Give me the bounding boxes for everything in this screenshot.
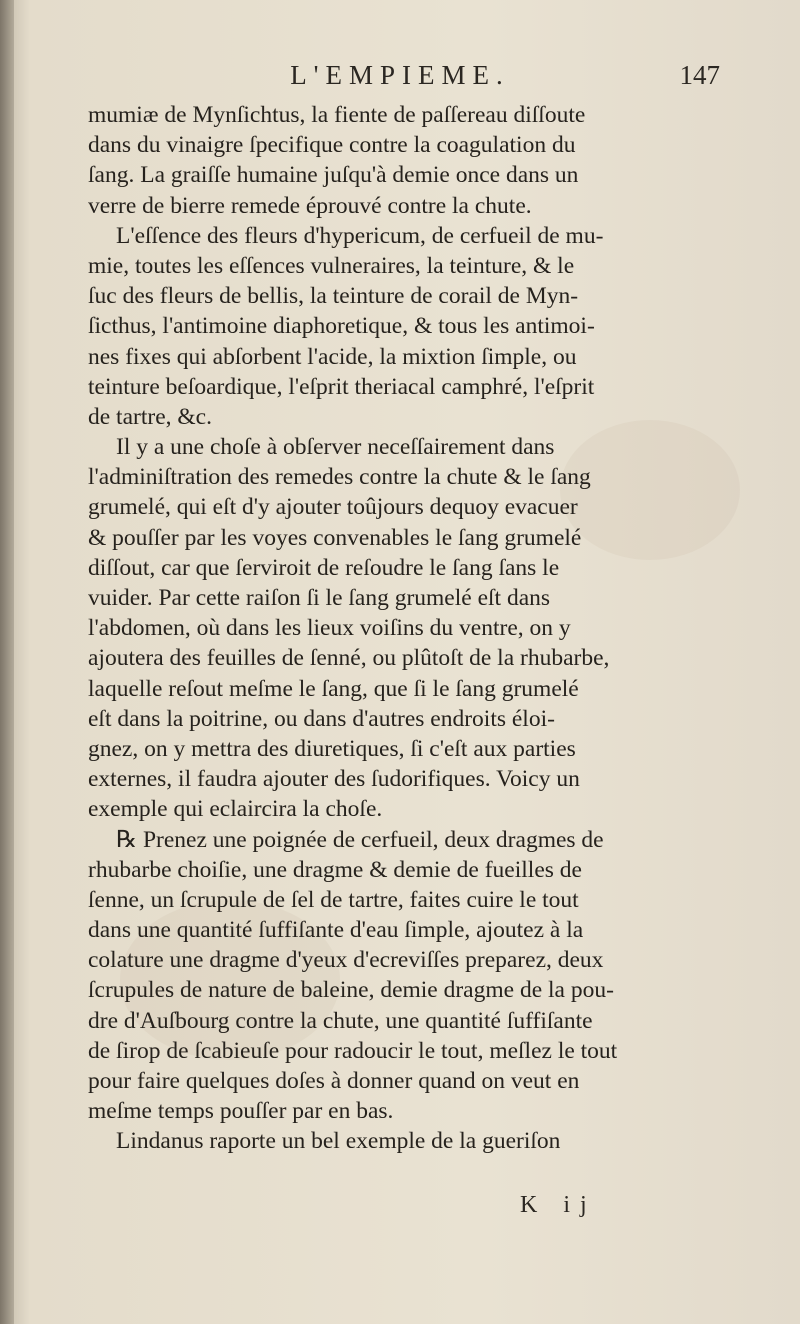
text-line: exemple qui eclaircira la choſe. <box>88 796 383 823</box>
text-line: Lindanus raporte un bel exemple de la gueriſon <box>116 1128 561 1155</box>
page-gutter-edge <box>0 0 14 1324</box>
running-head <box>80 60 720 96</box>
text-line: ſuc des fleurs de bellis, la teinture de corail de Myn- <box>88 283 579 310</box>
text-line: ſang. La graiſſe humaine juſqu'à demie once dans un <box>88 162 579 189</box>
running-title: L'EMPIEME. <box>290 60 510 90</box>
text-line: verre de bierre remede éprouvé contre la chute. <box>88 192 532 219</box>
text-line: ajoutera des feuilles de ſenné, ou plûtoſt de la rhubarbe, <box>88 645 610 672</box>
text-line: nes fixes qui abſorbent l'acide, la mixtion ſimple, ou <box>88 343 577 370</box>
text-line: L'eſſence des fleurs d'hypericum, de cerfueil de mu- <box>116 222 604 249</box>
text-line: de tartre, &c. <box>88 403 212 430</box>
text-line: dans une quantité ſuffiſante d'eau ſimple, ajoutez à la <box>88 917 584 944</box>
text-line: mumiæ de Mynſichtus, la fiente de paſſereau diſſoute <box>88 102 586 128</box>
text-line: grumelé, qui eſt d'y ajouter toûjours dequoy evacuer <box>88 494 578 521</box>
signature-mark: K ij <box>520 1192 597 1218</box>
text-line: externes, il faudra ajouter des ſudorifiques. Voicy un <box>88 766 580 793</box>
text-line: gnez, on y mettra des diuretiques, ſi c'eſt aux parties <box>88 735 576 762</box>
text-line: Il y a une choſe à obſerver neceſſairement dans <box>116 434 555 461</box>
text-line: eſt dans la poitrine, ou dans d'autres endroits éloi- <box>88 705 555 732</box>
text-line: teinture beſoardique, l'eſprit theriacal camphré, l'eſprit <box>88 373 595 400</box>
text-line: colature une dragme d'yeux d'ecreviſſes preparez, deux <box>88 947 604 974</box>
text-line: l'adminiſtration des remedes contre la chute & le ſang <box>88 464 591 491</box>
text-line: l'abdomen, où dans les lieux voiſins du ventre, on y <box>88 615 571 642</box>
text-line: diſſout, car que ſerviroit de reſoudre le ſang ſans le <box>88 554 560 581</box>
text-line: mie, toutes les eſſences vulneraires, la teinture, & le <box>88 252 575 279</box>
text-line: ℞ Prenez une poignée de cerfueil, deux dragmes de <box>116 826 604 853</box>
text-line: meſme temps pouſſer par en bas. <box>88 1098 394 1125</box>
text-line: ſcrupules de nature de baleine, demie dragme de la pou- <box>88 977 614 1004</box>
text-line: ſenne, un ſcrupule de ſel de tartre, faites cuire le tout <box>88 886 579 913</box>
text-line: & pouſſer par les voyes convenables le ſang grumelé <box>88 524 582 551</box>
page-number: 147 <box>679 60 720 90</box>
text-line: pour faire quelques doſes à donner quand on veut en <box>88 1068 580 1094</box>
text-line: vuider. Par cette raiſon ſi le ſang grumelé eſt dans <box>88 585 551 611</box>
text-line: dans du vinaigre ſpecifique contre la coagulation du <box>88 132 576 159</box>
text-line: ſicthus, l'antimoine diaphoretique, & tous les antimoi- <box>88 313 595 340</box>
text-line: dre d'Auſbourg contre la chute, une quantité ſuffiſante <box>88 1007 593 1034</box>
text-line: de ſirop de ſcabieuſe pour radoucir le tout, meſlez le tout <box>88 1037 618 1064</box>
text-line: laquelle reſout meſme le ſang, que ſi le ſang grumelé <box>88 675 579 702</box>
body-text <box>88 100 708 1157</box>
text-line: rhubarbe choiſie, une dragme & demie de fueilles de <box>88 856 582 883</box>
